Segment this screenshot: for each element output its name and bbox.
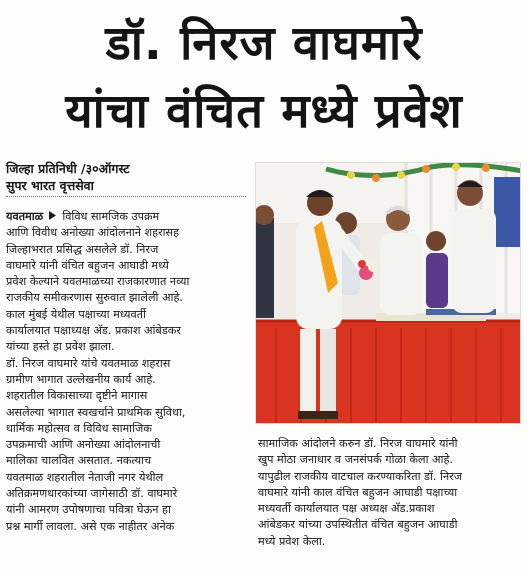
- byline-agency: सुपर भारत वृत्तसेवा: [6, 178, 94, 193]
- article-line: [6, 209, 250, 225]
- article-line: ग्रामीण भागात उल्लेखनीय कार्य आहे.: [6, 372, 156, 386]
- article-line: राजकीय समीकरणास सुरुवात झालेली आहे.: [6, 291, 183, 305]
- article-column-left: [6, 209, 250, 535]
- article-column-right: [258, 436, 522, 550]
- article-line: असलेल्या भागात स्वखर्चाने प्राथमिक सुविधा,: [6, 405, 186, 419]
- article-line: वाघमारे यांनी वंचित बहुजन आघाडी मध्ये: [6, 258, 169, 272]
- headline: [0, 10, 528, 146]
- article-text: विविध सामजिक उपक्रम: [62, 210, 160, 223]
- byline-reporter: जिल्हा प्रतिनिधी /३०ऑगस्ट: [6, 161, 130, 176]
- article-line: काल मुंबई येथील पक्षाच्या मध्यवर्ती: [6, 307, 146, 321]
- article-line: यांनी आमरण उपोषणाचा पवित्रा घेऊन हा: [6, 503, 171, 517]
- article-line: आंबेडकर यांच्या उपस्थितीत वंचित बहुजन आघाडी: [258, 518, 458, 532]
- headline-line-1: डॉ. निरज वाघमारे: [105, 16, 423, 71]
- article-line: प्रवेश केल्याने यवतमाळच्या राजकारणात नव्या: [6, 275, 190, 289]
- article-line: आणि विवीध अनोख्या आंदोलनाने शहरासह: [6, 226, 180, 240]
- article-line: सामाजिक आंदोलने करुन डॉ. निरज वाघमारे यांनी: [258, 437, 458, 450]
- article-line: अतिक्रमणधारकांच्या जागेसाठी डॉ. वाघमारे: [6, 487, 178, 501]
- byline: [6, 160, 246, 194]
- article-line: खुप मोठा जनाधार व जनसंपर्क गोळा केला आहे.: [258, 453, 453, 467]
- article-line: उपक्रमाची आणि अनोख्या आंदोलनाची: [6, 438, 161, 452]
- article-line: वाघमारे यांनी काल वंचित बहुजन आघाडी पक्षाच्या: [258, 485, 458, 499]
- article-line: मालिका चालवित असतात. नकत्याच: [6, 454, 152, 468]
- article-line: जिल्हाभरात प्रसिद्ध असलेले डॉ. निरज: [6, 242, 159, 256]
- article-line: प्रश्न मार्गी लावला. असे एक नाहीतर अनेक: [6, 519, 175, 533]
- headline-line-2: यांचा वंचित मध्ये प्रवेश: [65, 84, 463, 139]
- article-line: डॉ. निरज वाघमारे यांचे यवतमाळ शहरास: [6, 356, 171, 370]
- news-photo-illustration: [256, 163, 521, 424]
- article-line: मध्यवर्ती कार्यालयात पक्ष अध्यक्ष अ‍ॅड.प्रकाश: [258, 502, 435, 516]
- article-line: शहरातील विकासाच्या दृष्टीने मागास: [6, 389, 148, 403]
- article-line: मध्ये प्रवेश केला.: [258, 534, 326, 548]
- article-line: यापुढील राजकीय वाटचाल करण्याकरिता डॉ. निरज: [258, 469, 463, 483]
- news-photo: [255, 162, 521, 424]
- article-line: यवतमाळ शहरातील नेताजी नगर येथील: [6, 470, 164, 484]
- byline-divider: [6, 196, 246, 197]
- bullet-arrow-icon: [49, 209, 56, 225]
- dateline: यवतमाळ: [6, 210, 44, 223]
- article-line: कार्यालयात पक्षाध्यक्ष अ‍ॅड. प्रकाश आंबेडकर: [6, 324, 181, 338]
- article-line: यांच्या हस्ते हा प्रवेश झाला.: [6, 340, 115, 354]
- article-line: धार्मिक महोत्सव व विविध सामाजिक: [6, 421, 152, 435]
